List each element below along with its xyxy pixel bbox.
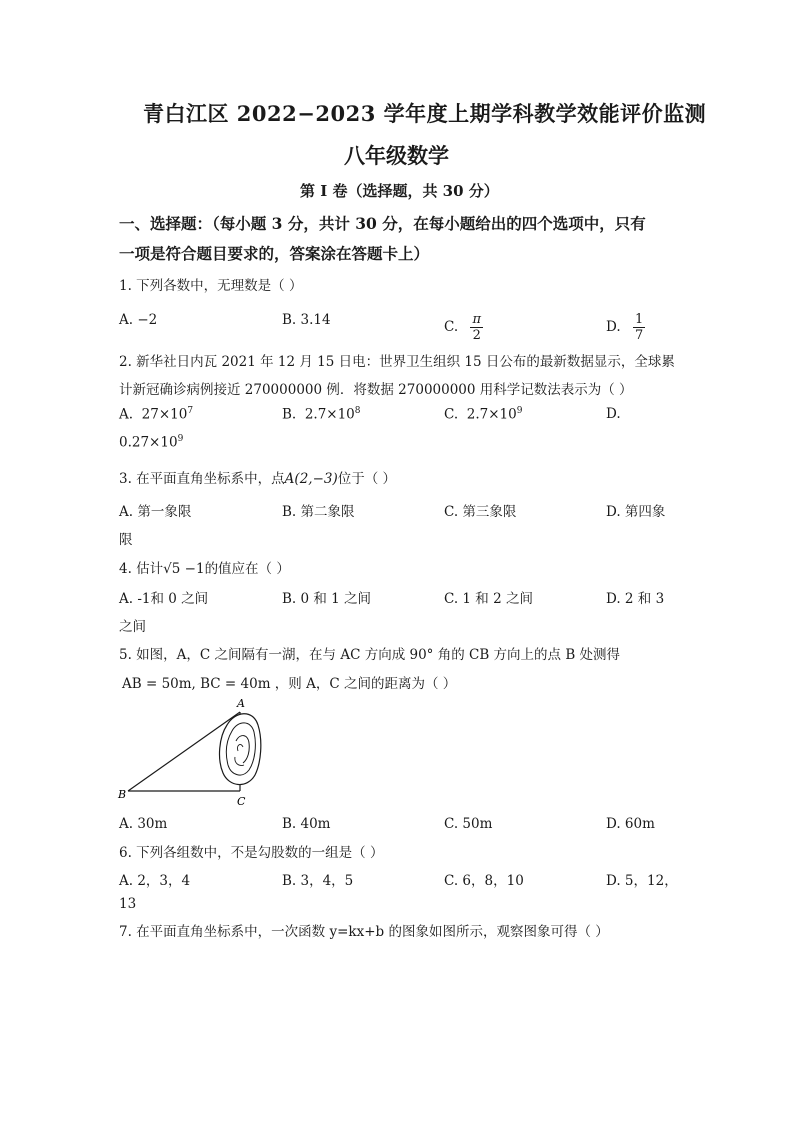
q6-option-a: A. 2，3，4 xyxy=(119,873,191,889)
fraction-1-over-7: $\frac{1}{7}$ xyxy=(634,312,644,343)
q4-option-d-wrap: 之间 xyxy=(119,619,146,635)
q2-option-d-label: D. xyxy=(606,406,621,422)
q2-option-a: A. $27\times 10^7$ xyxy=(119,406,194,423)
question-5-stem-line2: AB = 50m, BC = 40m ，则 A，C 之间的距离为（ ） xyxy=(122,676,457,692)
q1-option-c: C. $\frac{\pi}{2}$ xyxy=(444,312,481,343)
question-7-stem: 7. 在平面直角坐标系中，一次函数 y=kx+b 的图象如图所示，观察图象可得（ ） xyxy=(119,924,609,940)
question-6-stem: 6. 下列各组数中，不是勾股数的一组是（ ） xyxy=(119,845,384,861)
q2-option-d-value: $0.27\times 10^9$ xyxy=(119,434,184,451)
sqrt-expression: √5 −1 xyxy=(163,561,205,577)
q5-option-c: C. 50m xyxy=(444,816,493,832)
exam-subtitle: 八年级数学 xyxy=(344,143,449,168)
q1-option-b: B. 3.14 xyxy=(282,312,331,328)
fraction-pi-over-2: $\frac{\pi}{2}$ xyxy=(472,312,481,343)
vertex-label-b: B xyxy=(118,788,127,801)
q6-option-d-wrap: 13 xyxy=(119,896,137,912)
q4-option-a: A. -1和 0 之间 xyxy=(119,591,209,607)
lake-icon xyxy=(220,714,261,785)
part-heading: 第 I 卷（选择题，共 30 分） xyxy=(300,182,499,200)
q6-option-b: B. 3，4，5 xyxy=(282,873,354,889)
q2-option-c: C. $2.7\times 10^9$ xyxy=(444,406,523,423)
q3-option-d: D. 第四象 xyxy=(606,504,666,520)
q5-option-d: D. 60m xyxy=(606,816,655,832)
q3-option-a: A. 第一象限 xyxy=(119,504,192,520)
q3-option-b: B. 第二象限 xyxy=(282,504,355,520)
vertex-label-a: A xyxy=(237,697,245,710)
q2-option-b: B. $2.7\times 10^8$ xyxy=(282,406,361,423)
q6-option-d: D. 5，12， xyxy=(606,873,678,889)
q4-option-d: D. 2 和 3 xyxy=(606,591,665,607)
q6-option-c: C. 6，8，10 xyxy=(444,873,524,889)
q5-option-b: B. 40m xyxy=(282,816,331,832)
question-4-stem: 4. 估计√5 −1的值应在（ ） xyxy=(119,561,290,577)
question-5-stem-line1: 5. 如图，A，C 之间隔有一湖，在与 AC 方向成 90° 角的 CB 方向上的点 B 处测得 xyxy=(119,647,621,663)
section-instructions-line1: 一、选择题：（每小题 3 分，共计 30 分，在每小题给出的四个选项中，只有 xyxy=(119,214,646,233)
q4-option-b: B. 0 和 1 之间 xyxy=(282,591,372,607)
q3-option-d-wrap: 限 xyxy=(119,532,133,548)
question-1-stem: 1. 下列各数中，无理数是（ ） xyxy=(119,278,303,294)
q4-option-c: C. 1 和 2 之间 xyxy=(444,591,533,607)
exam-title: 青白江区 2022−2023 学年度上期学科教学效能评价监测 xyxy=(143,101,707,126)
lake-triangle-figure xyxy=(115,695,265,810)
section-instructions-line2: 一项是符合题目要求的，答案涂在答题卡上） xyxy=(119,244,430,263)
question-3-stem: 3. 在平面直角坐标系中，点A(2,−3)位于（ ） xyxy=(119,471,397,487)
vertex-label-c: C xyxy=(237,795,246,808)
q5-option-a: A. 30m xyxy=(119,816,168,832)
q1-option-a: A. −2 xyxy=(119,312,158,328)
q3-option-c: C. 第三象限 xyxy=(444,504,517,520)
q1-option-d: D. $\frac{1}{7}$ xyxy=(606,312,644,343)
question-2-stem-line1: 2. 新华社日内瓦 2021 年 12 月 15 日电：世界卫生组织 15 日公布的最新数据显示，全球累 xyxy=(119,354,675,370)
question-2-stem-line2: 计新冠确诊病例接近 270000000 例．将数据 270000000 用科学记数法表示为（ ） xyxy=(119,382,633,398)
